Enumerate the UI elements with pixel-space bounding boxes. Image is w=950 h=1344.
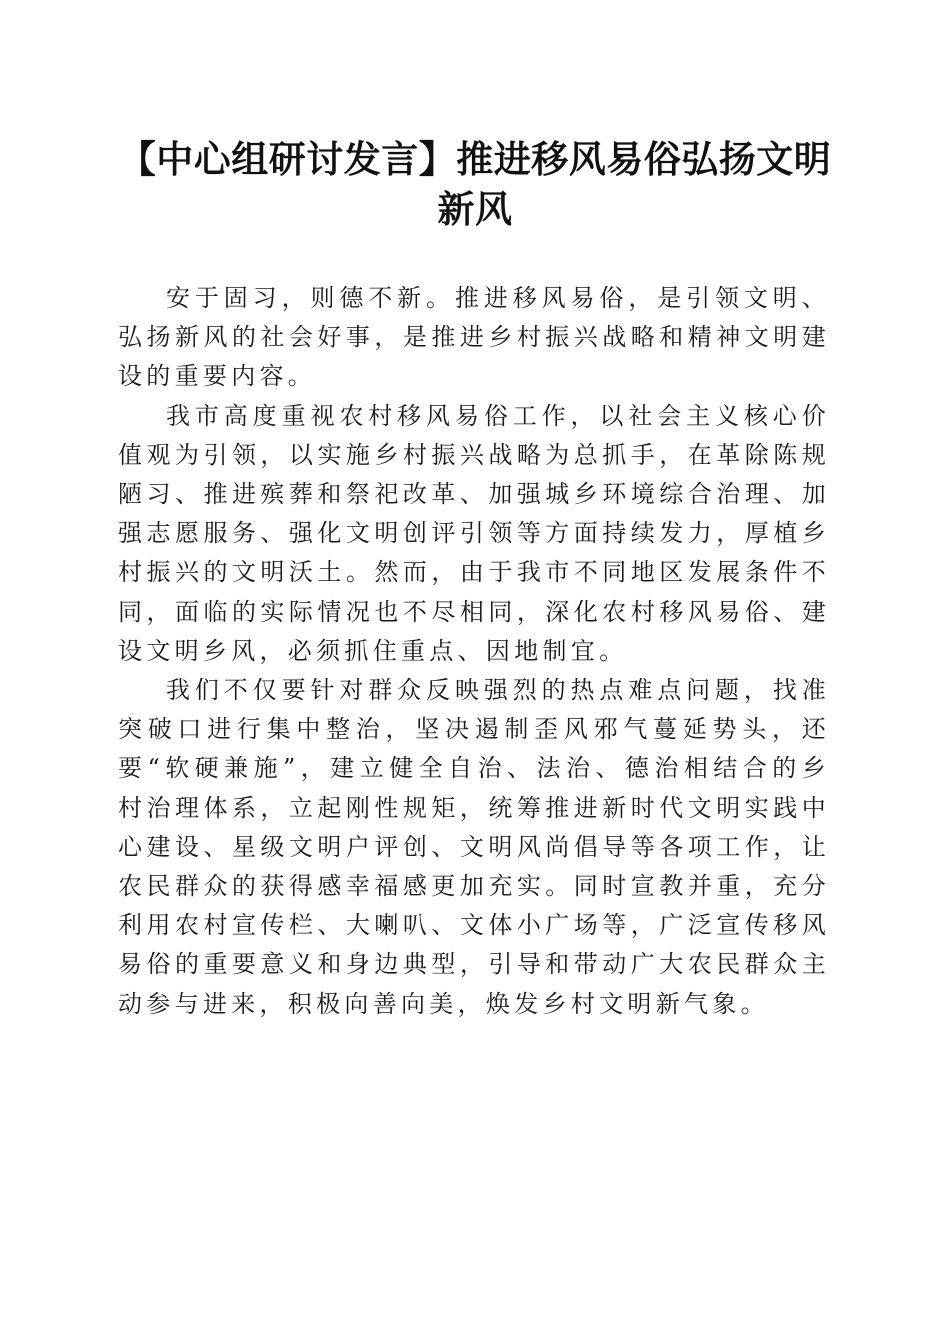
document-title: 【中心组研讨发言】推进移风易俗弘扬文明新风: [118, 137, 832, 231]
paragraph-2: 我市高度重视农村移风易俗工作，以社会主义核心价值观为引领，以实施乡村振兴战略为总抓手，在革除陈规陋习、推进殡葬和祭祀改革、加强城乡环境综合治理、加强志愿服务、强化文明创评引领等方面持续发力，厚植乡村振兴的文明沃土。然而，由于我市不同地区发展条件不同，面临的实际情况也不尽相同，深化农村移风易俗、建设文明乡风，必须抓住重点、因地制宜。: [118, 401, 830, 665]
paragraph-3: 我们不仅要针对群众反映强烈的热点难点问题，找准突破口进行集中整治，坚决遏制歪风邪气蔓延势头，还要“软硬兼施”，建立健全自治、法治、德治相结合的乡村治理体系，立起刚性规矩，统筹推进新时代文明实践中心建设、星级文明户评创、文明风尚倡导等各项工作，让农民群众的获得感幸福感更加充实。同时宣教并重，充分利用农村宣传栏、大喇叭、文体小广场等，广泛宣传移风易俗的重要意义和身边典型，引导和带动广大农民群众主动参与进来，积极向善向美，焕发乡村文明新气象。: [118, 676, 830, 1018]
paragraph-1: 安于固习，则德不新。推进移风易俗，是引领文明、弘扬新风的社会好事，是推进乡村振兴战略和精神文明建设的重要内容。: [118, 284, 830, 391]
document-body: [118, 279, 830, 1024]
